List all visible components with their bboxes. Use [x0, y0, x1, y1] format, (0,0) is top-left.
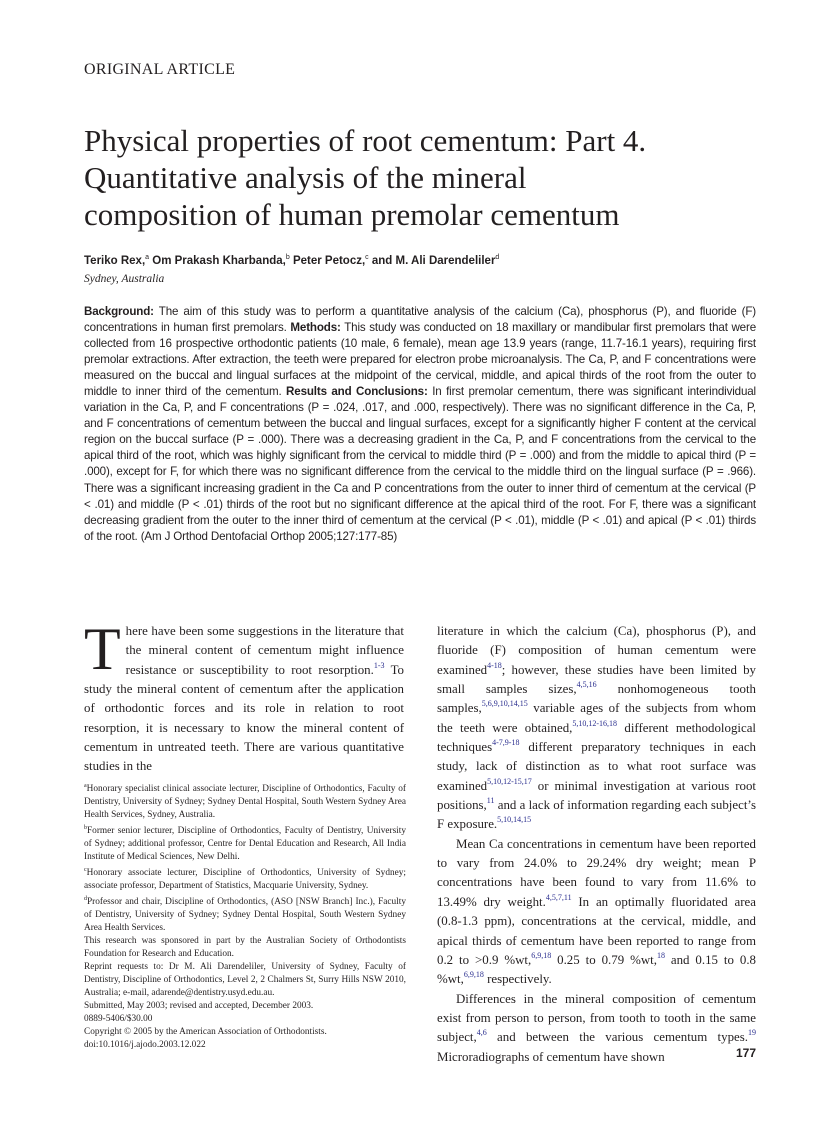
reference-link[interactable]: 18	[656, 950, 665, 960]
text-run: and between the various cementum types.	[486, 1030, 748, 1045]
footnote	[84, 961, 406, 1000]
text-run: Microradiographs of cementum have shown	[437, 1049, 665, 1064]
footnote-text: doi:10.1016/j.ajodo.2003.12.022	[84, 1040, 206, 1051]
footnote	[84, 864, 406, 893]
drop-cap: T	[84, 616, 121, 682]
reference-link[interactable]: 11	[486, 796, 495, 806]
author-name: Peter Petocz,	[289, 254, 366, 267]
footnote	[84, 935, 406, 961]
footnote-text: Former senior lecturer, Discipline of Orthodontics, Faculty of Dentistry, University of Sydney; additional professor, Centre for Dental Education and Research, All India Institute of Medical Sciences, New Delhi.	[84, 826, 406, 863]
text-run: In an optimally fluoridated area (0.8-1.3 ppm), concentrations at the cervical, middle, and apical thirds of cementum have been reported to range from 0.2 to >0.9 %wt,	[437, 894, 756, 967]
article-title	[84, 122, 764, 233]
text-run: ; however, these studies have been limited by small samples sizes,	[437, 662, 756, 697]
text-run: and 0.15 to 0.8 %wt,	[437, 952, 756, 987]
author-list	[84, 254, 499, 267]
author-affiliation-mark: b	[285, 254, 290, 261]
reference-link[interactable]: 5,10,12-16,18	[572, 718, 618, 728]
footnote	[84, 822, 406, 864]
footnote-mark: c	[84, 867, 87, 874]
author-affiliation-mark: a	[145, 254, 150, 261]
author-name: Teriko Rex,	[84, 254, 146, 267]
footnote	[84, 1013, 406, 1026]
text-run: and a lack of information regarding each subject’s F exposure.	[437, 798, 756, 832]
title-line: composition of human premolar cementum	[84, 197, 620, 232]
text-run: different methodological techniques	[437, 720, 757, 755]
reference-link[interactable]: 1-3	[373, 660, 385, 670]
footnote-text: Submitted, May 2003; revised and accepted, December 2003.	[84, 1001, 314, 1012]
footnote	[84, 1026, 406, 1039]
reference-link[interactable]: 4,6	[476, 1028, 487, 1038]
abstract-heading: Background:	[84, 305, 154, 318]
reference-link[interactable]: 4,5,7,11	[545, 892, 572, 902]
body-column-left	[84, 616, 404, 777]
author-name: Om Prakash Kharbanda,	[149, 254, 286, 267]
text-run: or minimal investigation at various root positions,	[437, 778, 756, 813]
footnotes	[84, 780, 406, 1052]
reference-link[interactable]: 4,5,16	[576, 680, 597, 690]
author-affiliation-mark: c	[365, 254, 369, 261]
section-label: ORIGINAL ARTICLE	[84, 61, 236, 78]
text-run: The aim of this study was to perform a quantitative analysis of the calcium (Ca), phosphorus (P), and fluoride (F) concentrations in human first premolars.	[84, 305, 756, 335]
reference-link[interactable]: 5,10,12-15,17	[487, 776, 532, 786]
reference-link[interactable]: 19	[748, 1028, 756, 1038]
footnote-mark: d	[84, 896, 87, 903]
author-name: and M. Ali Darendeliler	[368, 254, 496, 267]
footnote-text: Professor and chair, Discipline of Orthodontics, (ASO [NSW Branch] Inc.), Faculty of Dentistry, University of Sydney; Sydney Dental Hospital, South Western Sydney Area Health Services.	[84, 897, 406, 934]
footnote	[84, 893, 406, 935]
text-run: literature in which the calcium (Ca), phosphorus (P), and fluoride (F) composition of human cementum were examined	[437, 624, 756, 677]
footnote-text: Reprint requests to: Dr M. Ali Darendeliler, University of Sydney, Faculty of Dentistry, Discipline of Orthodontics, Level 2, 2 Chalmers St, Surry Hills NSW 2010, Australia; e-mail, adarende@dentistry.usyd.edu.au.	[84, 962, 406, 999]
text-run: In first premolar cementum, there was significant interindividual variation in the Ca, P, and F concentrations (P = .024, .017, and .000, respectively). There was no significant difference in the Ca, P, and F concentrations of cementum between the buccal and lingual surfaces, except for a significantly higher F content at the cervical region on the buccal surface (P = .000). There was a decreasing gradient in the Ca, P, and F concentrations from the cervical to the apical third of the root, which was highly significant from the cervical to middle third (P = .000) and from the middle to apical third (P = .000), except for F, for which there was no significant difference from the cervical to the middle third on the lingual surface (P = .966). There was a significant increasing gradient in the Ca and P concentrations from the outer to inner third of cementum at the cervical (P < .01) and middle (P < .01) thirds of the root but no significant difference at the apical third of the root. For F, there was a significant decreasing gradient from the outer to the inner third of cementum at the cervical (P < .01), middle (P < .01) and apical (P < .01) thirds of the root. (Am J Orthod Dentofacial Orthop 2005;127:177-85)	[84, 385, 756, 543]
body-column-right	[437, 622, 756, 1067]
footnote	[84, 1039, 406, 1052]
author-location: Sydney, Australia	[84, 273, 165, 285]
text-run: This study was conducted on 18 maxillary or mandibular first premolars that were collected from 16 prospective orthodontic patients (10 male, 6 female), mean age 13.9 years (range, 11.7-16.1 years), requiring first premolar extractions. After extraction, the teeth were prepared for electron probe microanalysis. The Ca, P, and F concentrations were measured on the buccal and lingual surfaces at the midpoint of the cervical, middle, and apical thirds of the root from the outer to middle to inner third of the cementum.	[84, 321, 756, 399]
author-affiliation-mark: d	[495, 254, 500, 261]
footnote-mark: b	[84, 825, 87, 832]
page-number: 177	[736, 1046, 757, 1060]
text-run: Differences in the mineral composition of cementum exist from person to person, from tooth to tooth in the same subject,	[437, 991, 756, 1045]
footnote	[84, 1000, 406, 1013]
footnote-text: This research was sponsored in part by the Australian Society of Orthodontists Foundation for Research and Education.	[84, 936, 406, 960]
reference-link[interactable]: 4-7,9-18	[492, 738, 520, 748]
text-run: nonhomogeneous tooth samples,	[437, 682, 757, 716]
title-line: Physical properties of root cementum: Part 4.	[84, 123, 647, 158]
text-run: different preparatory techniques in each study, lack of distinction as to what root surface was examined	[437, 740, 756, 793]
reference-link[interactable]: 6,9,18	[531, 950, 552, 960]
footnote-text: Copyright © 2005 by the American Association of Orthodontists.	[84, 1027, 327, 1038]
footnote-text: Honorary associate lecturer, Discipline of Orthodontics, University of Sydney; associate professor, Department of Statistics, Macquarie University, Sydney.	[84, 868, 406, 892]
text-run: To study the mineral content of cementum after the application of orthodontic forces and its role in relation to root resorption, it is necessary to know the mineral content of cementum in untreated teeth. There are various quantitative studies in the	[84, 662, 404, 774]
title-line: Quantitative analysis of the mineral	[84, 160, 527, 195]
reference-link[interactable]: 4-18	[487, 660, 502, 670]
abstract	[84, 304, 756, 545]
body-paragraph	[437, 622, 756, 835]
footnote-mark: a	[84, 783, 87, 789]
footnote-text: Honorary specialist clinical associate lecturer, Discipline of Orthodontics, Faculty of Dentistry, University of Sydney; Sydney Dental Hospital, South Western Sydney Area Health Services, Sydney, Australia.	[84, 784, 406, 821]
abstract-heading: Methods:	[290, 321, 341, 335]
body-paragraph	[437, 835, 756, 990]
footnote	[84, 780, 406, 822]
text-run: variable ages of the subjects from whom the teeth were obtained,	[437, 701, 756, 735]
text-run: respectively.	[483, 972, 552, 987]
body-paragraph	[437, 990, 756, 1067]
reference-link[interactable]: 6,9,18	[463, 970, 484, 980]
footnote-text: 0889-5406/$30.00	[84, 1014, 153, 1025]
abstract-heading: Results and Conclusions:	[286, 385, 428, 399]
reference-link[interactable]: 5,6,9,10,14,15	[481, 699, 528, 709]
reference-link[interactable]: 5,10,14,15	[497, 815, 532, 825]
text-run: Mean Ca concentrations in cementum have been reported to vary from 24.0% to 29.24% dry weight; mean P concentrations have been found to vary from 11.6% to 13.49% dry weight.	[437, 836, 756, 909]
body-paragraph	[84, 616, 404, 777]
text-run: here have been some suggestions in the literature that the mineral content of cementum might influence resistance or susceptibility to root resorption.	[125, 624, 404, 677]
text-run: 0.25 to 0.79 %wt,	[551, 952, 657, 967]
